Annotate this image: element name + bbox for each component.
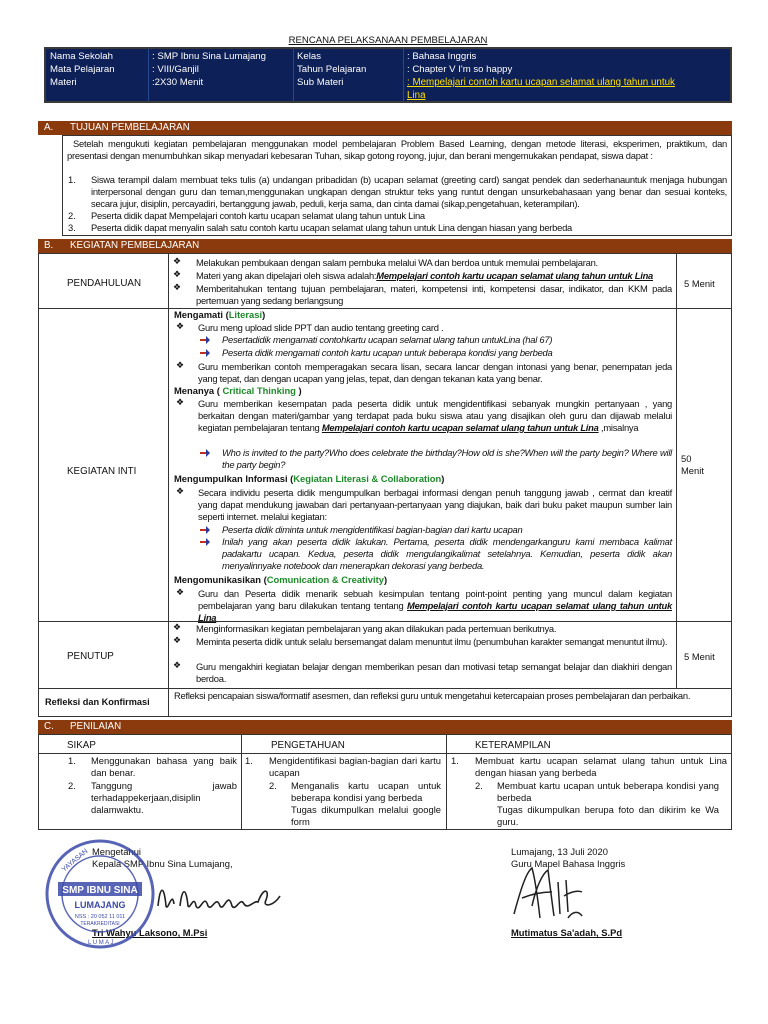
mengkomunikasikan-item-1: Guru dan Peserta didik menarik sebuah kesimpulan tentang point-point penting yang muncul dalam kegiatan pembelajaran yang baru dilakukan tentang tentang — [198, 588, 672, 611]
mata-pelajaran-value: : VIII/Ganjil — [152, 64, 199, 75]
mengumpulkan-sub-1: Peserta didik diminta untuk mengidentifikasi bagian-bagian dari kartu ucapan — [222, 524, 523, 535]
sub-materi-label: Sub Materi — [297, 77, 344, 88]
teacher-signature — [508, 862, 588, 926]
penutup-item-3: Guru mengakhiri kegiatan belajar dengan memberikan pesan dan motivasi tetap semangat belajar dan diakhiri dengan berdoa. — [196, 661, 672, 684]
kelas-value: : Bahasa Inggris — [407, 51, 477, 62]
materi-label: Materi — [50, 77, 77, 88]
pendahuluan-label: PENDAHULUAN — [67, 278, 142, 289]
menanya-close: ) — [295, 385, 302, 396]
pendahuluan-item-2: Materi yang akan dipelajari oleh siswa adalah: — [196, 270, 377, 281]
section-a-heading — [38, 121, 732, 135]
keterampilan-2-number: 2. — [475, 780, 483, 791]
sikap-1-number: 1. — [68, 755, 76, 766]
diamond-bullet-icon: ❖ — [172, 269, 182, 279]
pengetahuan-header: PENGETAHUAN — [271, 740, 345, 751]
svg-text:YAYASAN: YAYASAN — [60, 847, 90, 874]
kelas-label: Kelas — [297, 51, 321, 62]
left-sign-line-1: Mengetahui — [92, 846, 141, 857]
section-b-heading — [38, 239, 732, 253]
pendahuluan-time: 5 Menit — [684, 278, 715, 289]
document-title: RENCANA PELAKSANAAN PEMBELAJARAN — [288, 35, 488, 46]
refleksi-label: Refleksi dan Konfirmasi — [45, 697, 150, 707]
section-c-number: C. — [44, 721, 54, 732]
section-a-intro: Setelah mengukuti kegiatan pembelajaran menggunakan model pembelajaran Problem Based Learning, dengan metode literasi, eksperimen, praktikum, dan presentasi dengan menumbuhkan sikap menyadari kebesaran Tuhan, sikap gotong royong, jujur, dan berani mengemukakan pendapat, siswa dapat : — [67, 138, 727, 161]
menanya-item-1: Guru memberikan kesempatan pada peserta didik untuk mengidentifikasi sebanyak mungkin pertanyaan , yang berkaitan dengan materi/gambar yang terdapat pada buku siswa atau yang disajikan oleh guru dan dijawab melalui kegiatan pembelajaran tentang — [198, 398, 672, 433]
header-info-block — [44, 47, 732, 103]
section-c-title: PENILAIAN — [70, 721, 122, 732]
keterampilan-1-number: 1. — [451, 755, 459, 766]
mengkomunikasikan-tag: Comunication & Creativity — [266, 574, 384, 585]
menanya-examples: Who is invited to the party?Who does celebrate the birthday?How old is she?When will the party begin? Where will the party begin? — [222, 447, 672, 470]
section-b-title: KEGIATAN PEMBELAJARAN — [70, 240, 200, 251]
pengetahuan-2-text: Menganalis kartu ucapan untuk beberapa kondisi yang berbeda — [291, 780, 441, 803]
diamond-bullet-icon: ❖ — [175, 321, 185, 331]
tahun-label: Tahun Pelajaran — [297, 64, 367, 75]
mengamati-sub-2: Peserta didik mengamati contoh kartu ucapan untuk beberapa kondisi yang berbeda — [222, 347, 553, 358]
section-b-number: B. — [44, 240, 54, 251]
sikap-header: SIKAP — [67, 740, 96, 751]
mengkomunikasikan-heading: Mengomunikasikan ( — [174, 574, 267, 585]
arrow-bullet-icon — [200, 449, 210, 457]
svg-text:NSS : 20 052 11 011: NSS : 20 052 11 011 — [74, 914, 126, 920]
section-a-content — [62, 135, 732, 236]
principal-name: Tri Wahyu Laksono, M.Psi — [92, 927, 208, 938]
nama-sekolah-value: : SMP Ibnu Sina Lumajang — [152, 51, 266, 62]
pengetahuan-1-text: Mengidentifikasi bagian-bagian dari kartu ucapan — [269, 755, 441, 778]
diamond-bullet-icon: ❖ — [175, 397, 185, 407]
teacher-role: Guru Mapel Bahasa Inggris — [511, 858, 626, 869]
section-c-heading — [38, 720, 732, 734]
mengumpulkan-item-1: Secara individu peserta didik mengumpulkan berbagai informasi dengan penuh tanggung jawab , cermat dan kreatif yang dapat mendukung jawaban dari pertanyaan-pertanyaan yang diajukan, baik dari buku paket maupun sumber lain seperti internet. melalui kegiatan: — [198, 487, 672, 522]
diamond-bullet-icon: ❖ — [172, 282, 182, 292]
tahun-value: : Chapter V I'm so happy — [407, 64, 513, 75]
goal-1-number: 1. — [68, 174, 76, 185]
arrow-bullet-icon — [200, 538, 210, 546]
arrow-bullet-icon — [200, 526, 210, 534]
principal-signature — [150, 876, 300, 920]
assessment-table — [38, 734, 732, 830]
kegiatan-inti-time-unit: Menit — [681, 465, 704, 476]
diamond-bullet-icon: ❖ — [175, 360, 185, 370]
pendahuluan-item-2-topic: Mempelajari contoh kartu ucapan selamat ulang tahun untuk Lina — [376, 270, 654, 281]
keterampilan-2-text: Membuat kartu ucapan untuk beberapa kondisi yang berbeda — [497, 780, 719, 803]
goal-2-number: 2. — [68, 210, 76, 221]
svg-text:L U M A J: L U M A J — [88, 940, 114, 946]
diamond-bullet-icon: ❖ — [175, 486, 185, 496]
menanya-topic: Mempelajari contoh kartu ucapan selamat ulang tahun untuk Lina — [321, 422, 599, 433]
kegiatan-inti-time: 50 — [681, 453, 692, 464]
pendahuluan-item-3: Memberitahukan tentang tujuan pembelajaran, materi, kompetensi inti, kompetensi dasar, indikator, dan KKM pada pertemuan yang sedang berlangsung — [196, 283, 672, 306]
pengetahuan-2-number: 2. — [269, 780, 277, 791]
mengkomunikasikan-close: ) — [383, 574, 388, 585]
pengetahuan-1-number: 1. — [245, 755, 253, 766]
goal-1-text: Siswa terampil dalam membuat teks tulis (a) undangan pribadidan (b) ucapan selamat (greeting card) sangat pendek dan sederhanauntuk menjaga hubungan interpersonal dengan guru dan teman,menggunakan ungkapan dengan struktur teks yang runtut dengan unsurkebahasaan yang benar dan sesuai konteks, secara jujur, disiplin, percayadiri, bertanggung jawab, peduli, kerja sama, dan cinta damai (sikap,pengetahuan, keterampilan). — [91, 174, 727, 209]
penutup-time: 5 Menit — [684, 651, 715, 662]
arrow-bullet-icon — [200, 349, 210, 357]
mengumpulkan-heading: Mengumpulkan Informasi ( — [174, 473, 294, 484]
menanya-heading: Menanya ( — [174, 385, 223, 396]
pendahuluan-item-1: Melakukan pembukaan dengan salam pembuka melalui WA dan berdoa untuk memulai pembelajaran. — [196, 257, 598, 268]
mengamati-tag: Literasi — [228, 309, 263, 320]
diamond-bullet-icon: ❖ — [172, 635, 182, 645]
sub-materi-value-cont: Lina — [407, 90, 426, 101]
keterampilan-header: KETERAMPILAN — [475, 740, 551, 751]
diamond-bullet-icon: ❖ — [175, 587, 185, 597]
school-stamp — [44, 838, 156, 950]
svg-text:SMP IBNU SINA: SMP IBNU SINA — [62, 885, 138, 896]
goal-3-text: Peserta didik dapat menyalin salah satu contoh kartu ucapan selamat ulang tahun untuk Lina dengan hiasan yang berbeda — [91, 222, 573, 233]
refleksi-text: Refleksi pencapaian siswa/formatif asesmen, dan refleksi guru untuk mengetahui ketercapaian proses pembelajaran dan perbaikan. — [174, 690, 691, 701]
diamond-bullet-icon: ❖ — [172, 622, 182, 632]
diamond-bullet-icon: ❖ — [172, 660, 182, 670]
mengamati-sub-1: Pesertadidik mengamati contohkartu ucapan selamat ulang tahun untukLina (hal 67) — [222, 334, 553, 345]
svg-text:TERAKREDITASI: TERAKREDITASI — [80, 921, 120, 927]
nama-sekolah-label: Nama Sekolah — [50, 51, 113, 62]
section-a-number: A. — [44, 122, 54, 133]
mengkomunikasikan-topic: Mempelajari contoh kartu ucapan selamat ulang tahun untuk Lina — [198, 600, 672, 623]
keterampilan-1-text: Membuat kartu ucapan selamat ulang tahun untuk Lina dengan hiasan yang berbeda — [475, 755, 727, 778]
arrow-bullet-icon — [200, 336, 210, 344]
goal-2-text: Peserta didik dapat Mempelajari contoh kartu ucapan selamat ulang tahun untuk Lina — [91, 210, 425, 221]
sikap-2-text: Tanggung jawab terhadappekerjaan,disiplin dalamwaktu. — [91, 780, 237, 815]
diamond-bullet-icon: ❖ — [172, 256, 182, 266]
mengumpulkan-close: ) — [441, 473, 445, 484]
goal-3-number: 3. — [68, 222, 76, 233]
teacher-name: Mutimatus Sa'adah, S.Pd — [511, 927, 623, 938]
materi-value: :2X30 Menit — [152, 77, 204, 88]
mata-pelajaran-label: Mata Pelajaran — [50, 64, 115, 75]
penutup-item-1: Menginformasikan kegiatan pembelajaran yang akan dilakukan pada pertemuan berikutnya. — [196, 623, 557, 634]
penutup-item-2: Meminta peserta didik untuk selalu bersemangat dalam menuntut ilmu (penumbuhan karakter semangat menuntut ilmu). — [196, 636, 668, 647]
sikap-1-text: Menggunakan bahasa yang baik dan benar. — [91, 755, 237, 778]
sikap-2-number: 2. — [68, 780, 76, 791]
activities-table — [38, 253, 732, 717]
left-sign-line-2: Kepala SMP Ibnu Sina Lumajang, — [92, 858, 233, 869]
kegiatan-inti-label: KEGIATAN INTI — [67, 466, 137, 477]
menanya-misalnya: ,misalnya — [598, 422, 639, 433]
mengamati-item-2: Guru memberikan contoh memperagakan secara lisan, secara lancar dengan intonasi yang benar, penempatan jeda yang tepat, dan dengan ucapan yang jelas, tepat, dan dengan tekanan kata yang benar. — [198, 361, 672, 384]
keterampilan-3-text: Tugas dikumpulkan berupa foto dan dikirim ke Wa guru. — [497, 804, 719, 827]
sub-materi-value: : Mempelajari contoh kartu ucapan selamat ulang tahun untuk — [407, 77, 675, 88]
mengamati-heading: Mengamati ( — [174, 309, 229, 320]
mengumpulkan-tag: Kegiatan Literasi & Collaboration — [293, 473, 442, 484]
pengetahuan-3-text: Tugas dikumpulkan melalui google form — [291, 804, 441, 827]
sign-date: Lumajang, 13 Juli 2020 — [511, 846, 608, 857]
svg-text:LUMAJANG: LUMAJANG — [74, 900, 126, 910]
mengamati-close: ) — [262, 309, 266, 320]
section-a-title: TUJUAN PEMBELAJARAN — [70, 122, 190, 133]
mengumpulkan-sub-2: Inilah yang akan peserta didik lakukan. Pertama, peserta didik mendengarkanguru kami membaca kalimat padakartu ucapan. Kedua, peserta didik mengulangikalimat setelahnya. Kemudian, peserta didik akan menyalinnyake notebook dan menerapkan dekorasi yang berbeda. — [222, 536, 672, 571]
mengamati-item-1: Guru meng upload slide PPT dan audio tentang greeting card . — [198, 322, 444, 333]
penutup-label: PENUTUP — [67, 651, 114, 662]
menanya-tag: Critical Thinking — [222, 385, 296, 396]
